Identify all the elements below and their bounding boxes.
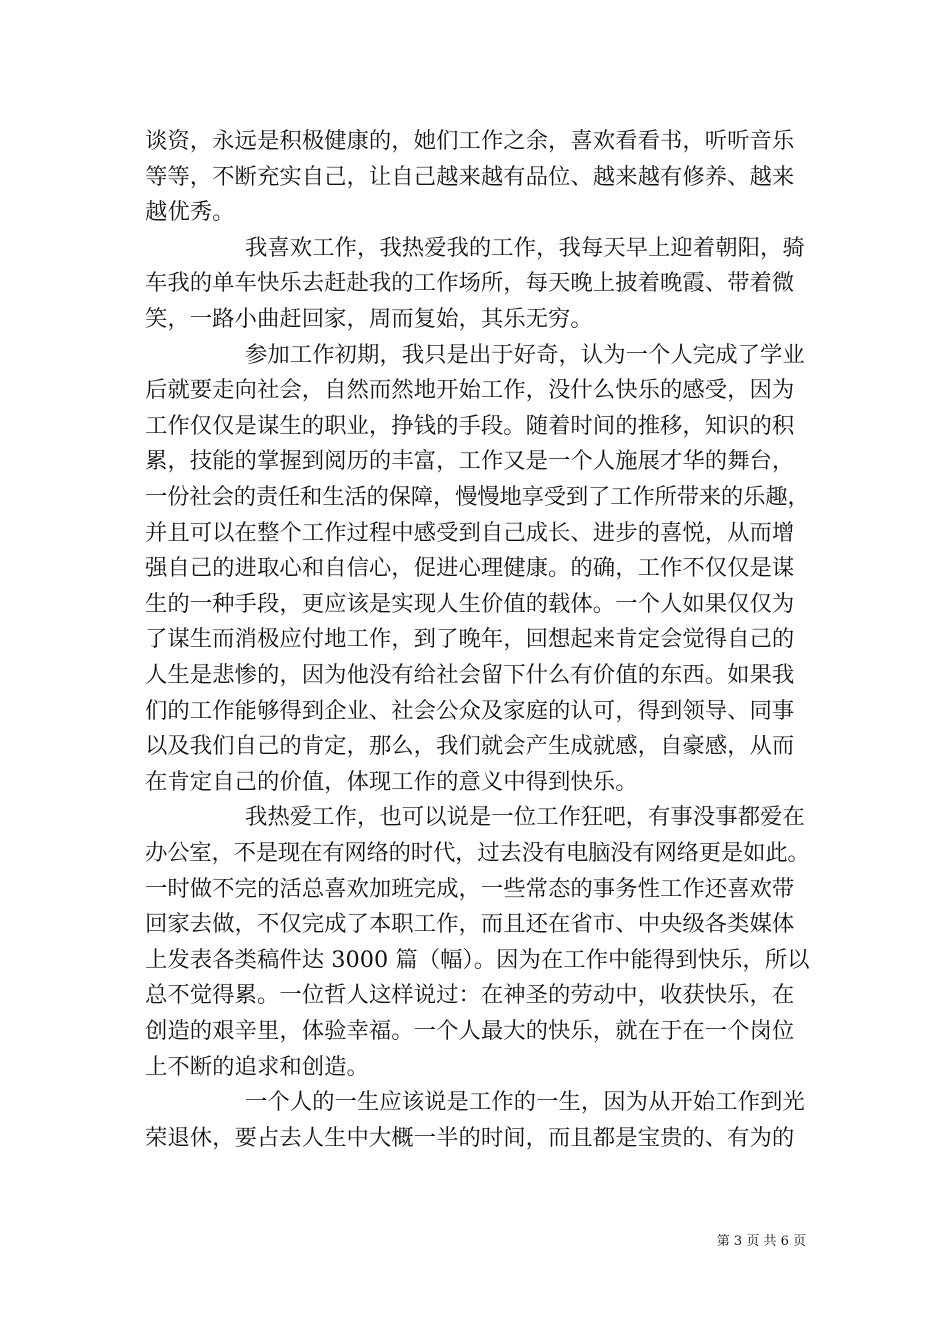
- text-line: 上发表各类稿件达 3000 篇（幅）。因为在工作中能得到快乐，所以: [145, 947, 810, 973]
- text-line: 并且可以在整个工作过程中感受到自己成长、进步的喜悦，从而增: [145, 520, 795, 546]
- text-line: 创造的艰辛里，体验幸福。一个人最大的快乐，就在于在一个岗位: [145, 1018, 795, 1044]
- text-line: 了谋生而消极应付地工作，到了晚年，回想起来肯定会觉得自己的: [145, 626, 795, 652]
- text-line: 回家去做，不仅完成了本职工作，而且还在省市、中央级各类媒体: [145, 911, 795, 937]
- text-line: 总不觉得累。一位哲人这样说过：在神圣的劳动中，收获快乐，在: [145, 982, 795, 1008]
- paragraph-first-line: 我喜欢工作，我热爱我的工作，我每天早上迎着朝阳，骑: [245, 235, 805, 261]
- text-line: 笑，一路小曲赶回家，周而复始，其乐无穷。: [145, 306, 593, 332]
- paragraph-first-line: 参加工作初期，我只是出于好奇，认为一个人完成了学业: [245, 342, 805, 368]
- paragraph-first-line: 一个人的一生应该说是工作的一生，因为从开始工作到光: [245, 1089, 805, 1115]
- text-line: 办公室，不是现在有网络的时代，过去没有电脑没有网络更是如此。: [145, 840, 810, 866]
- text-line: 强自己的进取心和自信心，促进心理健康。的确，工作不仅仅是谋: [145, 555, 795, 581]
- text-line: 一份社会的责任和生活的保障，慢慢地享受到了工作所带来的乐趣，: [145, 484, 810, 510]
- text-line: 上不断的追求和创造。: [145, 1054, 369, 1080]
- text-line: 后就要走向社会，自然而然地开始工作，没什么快乐的感受，因为: [145, 377, 795, 403]
- text-line: 一时做不完的活总喜欢加班完成，一些常态的事务性工作还喜欢带: [145, 876, 795, 902]
- text-line: 以及我们自己的肯定，那么，我们就会产生成就感，自豪感，从而: [145, 733, 795, 759]
- text-line: 车我的单车快乐去赶赴我的工作场所，每天晚上披着晚霞、带着微: [145, 270, 795, 296]
- text-line: 荣退休，要占去人生中大概一半的时间，而且都是宝贵的、有为的: [145, 1125, 795, 1151]
- text-line: 等等，不断充实自己，让自己越来越有品位、越来越有修养、越来: [145, 164, 795, 190]
- text-line: 人生是悲惨的，因为他没有给社会留下什么有价值的东西。如果我: [145, 662, 795, 688]
- page-number-footer: 第 3 页 共 6 页: [716, 1234, 806, 1249]
- text-line: 在肯定自己的价值，体现工作的意义中得到快乐。: [145, 769, 638, 795]
- text-line: 累，技能的掌握到阅历的丰富，工作又是一个人施展才华的舞台，: [145, 448, 795, 474]
- paragraph-first-line: 我热爱工作，也可以说是一位工作狂吧，有事没事都爱在: [245, 804, 805, 830]
- text-line: 谈资，永远是积极健康的，她们工作之余，喜欢看看书，听听音乐: [145, 128, 795, 154]
- text-line: 工作仅仅是谋生的职业，挣钱的手段。随着时间的推移，知识的积: [145, 413, 795, 439]
- text-line: 越优秀。: [145, 199, 235, 225]
- text-line: 生的一种手段，更应该是实现人生价值的载体。一个人如果仅仅为: [145, 591, 795, 617]
- text-line: 们的工作能够得到企业、社会公众及家庭的认可，得到领导、同事: [145, 698, 795, 724]
